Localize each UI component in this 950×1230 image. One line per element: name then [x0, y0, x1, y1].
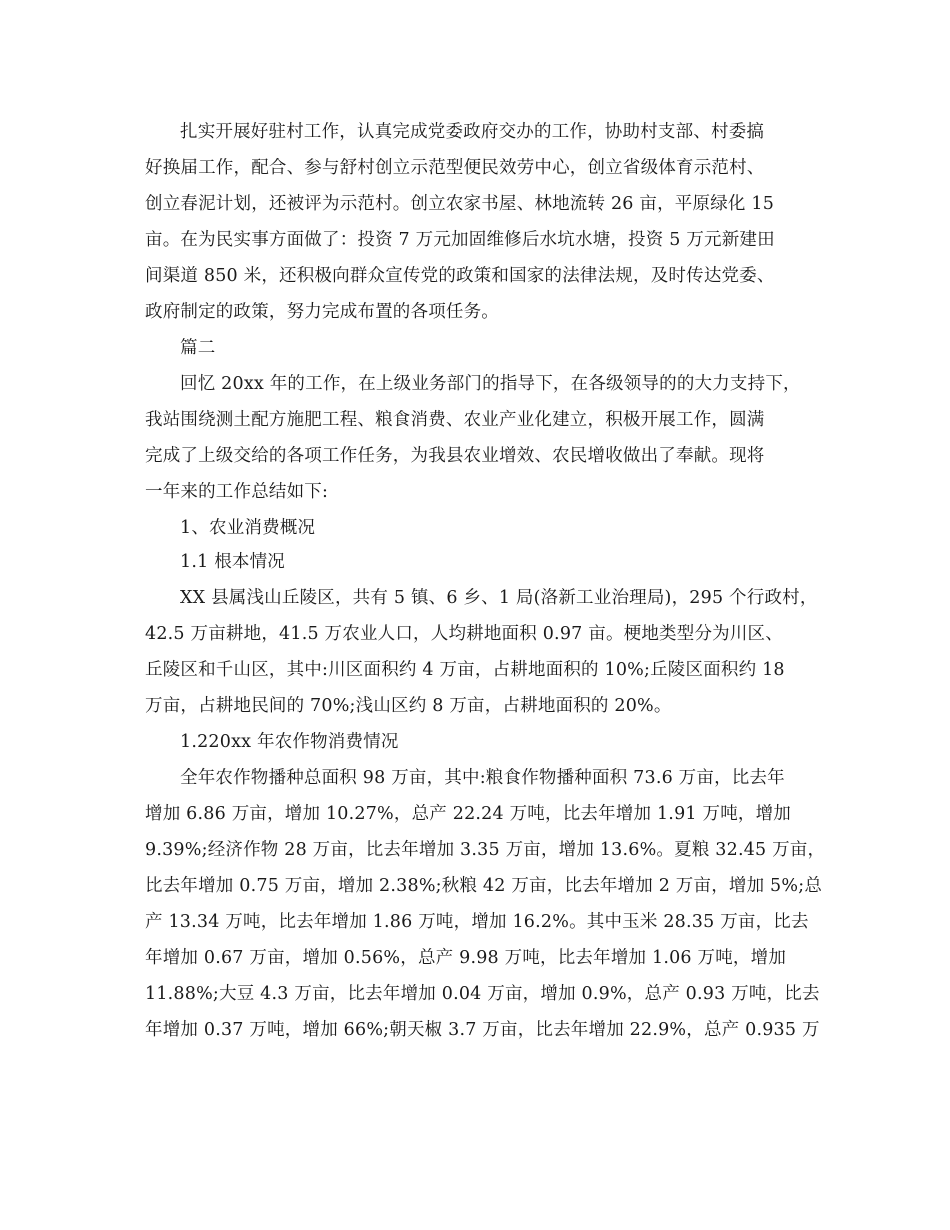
- section-heading: 1.220xx 年农作物消费情况: [180, 732, 399, 752]
- section-heading: 1、农业消费概况: [180, 518, 316, 538]
- paragraph-line: 年增加 0.67 万亩，增加 0.56%，总产 9.98 万吨，比去年增加 1.06 万吨，增加: [145, 948, 787, 968]
- paragraph-line: 我站围绕测土配方施肥工程、粮食消费、农业产业化建立，积极开展工作，圆满: [145, 410, 765, 430]
- section-heading: 1.1 根本情况: [180, 552, 285, 572]
- paragraph-line: 丘陵区和千山区，其中:川区面积约 4 万亩，占耕地面积的 10%;丘陵区面积约 18: [145, 660, 785, 680]
- paragraph-line: 好换届工作，配合、参与舒村创立示范型便民效劳中心，创立省级体育示范村、: [145, 158, 765, 178]
- paragraph-line: 11.88%;大豆 4.3 万亩，比去年增加 0.04 万亩，增加 0.9%，总产 0.93 万吨，比去: [145, 984, 820, 1004]
- paragraph-line: 扎实开展好驻村工作，认真完成党委政府交办的工作，协助村支部、村委搞: [180, 122, 765, 142]
- paragraph-line: 创立春泥计划，还被评为示范村。创立农家书屋、林地流转 26 亩，平原绿化 15: [145, 194, 775, 214]
- paragraph-line: 42.5 万亩耕地，41.5 万农业人口，人均耕地面积 0.97 亩。梗地类型分为川区、: [145, 624, 783, 644]
- paragraph-line: 回忆 20xx 年的工作，在上级业务部门的指导下，在各级领导的的大力支持下，: [180, 374, 801, 394]
- paragraph-line: XX 县属浅山丘陵区，共有 5 镇、6 乡、1 局(洛新工业治理局)，295 个行政村，: [180, 588, 818, 608]
- paragraph-line: 年增加 0.37 万吨，增加 66%;朝天椒 3.7 万亩，比去年增加 22.9%，总产 0.935 万: [145, 1020, 820, 1040]
- paragraph-line: 政府制定的政策，努力完成布置的各项任务。: [145, 302, 499, 322]
- section-heading: 篇二: [180, 338, 216, 358]
- paragraph-line: 万亩，占耕地民间的 70%;浅山区约 8 万亩，占耕地面积的 20%。: [145, 696, 672, 716]
- paragraph-line: 一年来的工作总结如下:: [145, 482, 329, 502]
- paragraph-line: 间渠道 850 米，还积极向群众宣传党的政策和国家的法律法规，及时传达党委、: [145, 266, 775, 286]
- paragraph-line: 完成了上级交给的各项工作任务，为我县农业增效、农民增收做出了奉献。现将: [145, 446, 765, 466]
- paragraph-line: 比去年增加 0.75 万亩，增加 2.38%;秋粮 42 万亩，比去年增加 2 万亩，增加 5%;总: [145, 876, 823, 896]
- paragraph-line: 9.39%;经济作物 28 万亩，比去年增加 3.35 万亩，增加 13.6%。夏粮 32.45 万亩，: [145, 840, 826, 860]
- paragraph-line: 亩。在为民实事方面做了：投资 7 万元加固维修后水坑水塘，投资 5 万元新建田: [145, 230, 775, 250]
- paragraph-line: 产 13.34 万吨，比去年增加 1.86 万吨，增加 16.2%。其中玉米 28.35 万亩，比去: [145, 912, 809, 932]
- paragraph-line: 全年农作物播种总面积 98 万亩，其中:粮食作物播种面积 73.6 万亩，比去年: [180, 768, 785, 788]
- paragraph-line: 增加 6.86 万亩，增加 10.27%，总产 22.24 万吨，比去年增加 1.91 万吨，增加: [145, 804, 791, 824]
